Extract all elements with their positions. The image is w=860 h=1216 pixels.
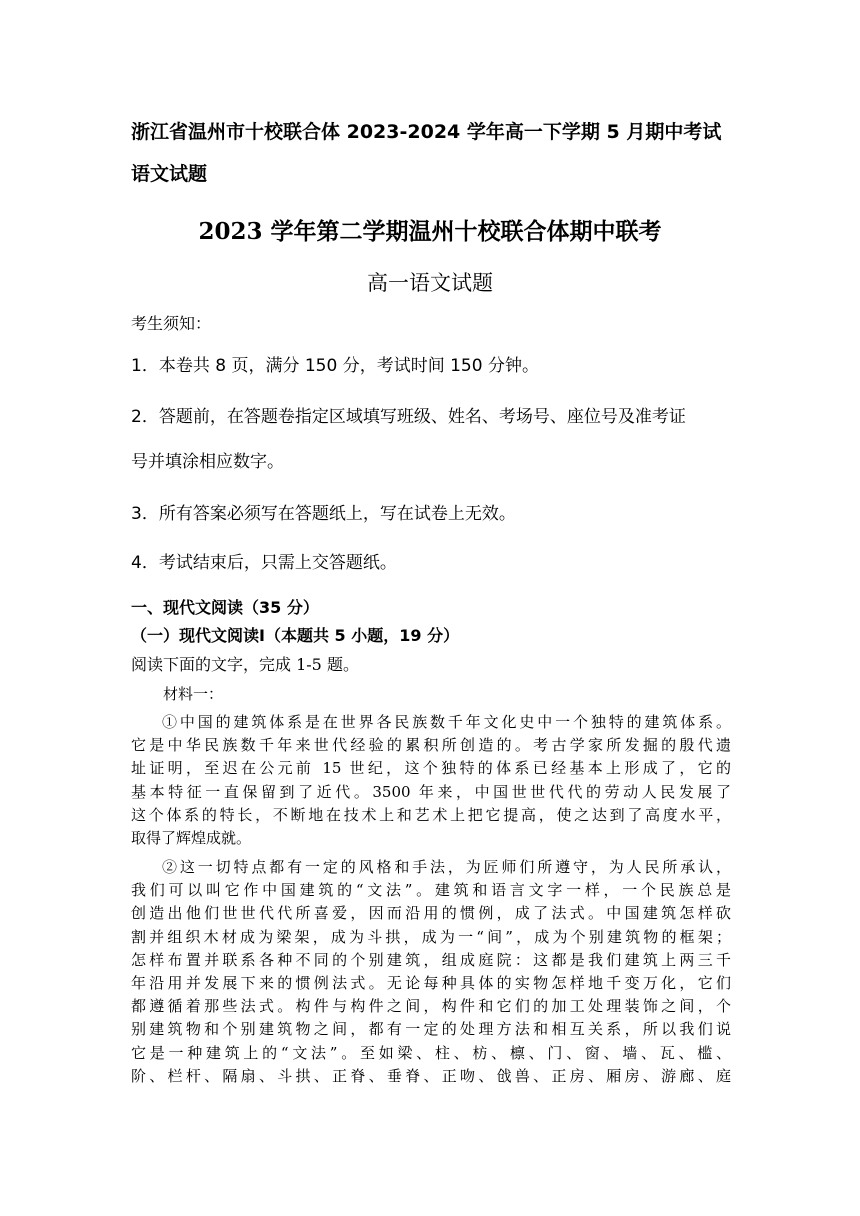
paragraph-line: 阶、栏杆、隔扇、斗拱、正脊、垂脊、正吻、戗兽、正房、厢房、游廊、庭 xyxy=(131,1066,731,1085)
paragraph-line: 这个体系的特长，不断地在技术上和艺术上把它提高，使之达到了高度水平， xyxy=(131,805,731,824)
exam-title: 2023 学年第二学期温州十校联合体期中联考 xyxy=(198,218,662,245)
paragraph-line: 都遵循着那些法式。构件与构件之间，构件和它们的加工处理装饰之间，个 xyxy=(131,997,731,1016)
paragraph-line: ①中国的建筑体系是在世界各民族数千年文化史中一个独特的建筑体系。 xyxy=(162,713,731,731)
paragraph-line: ②这一切特点都有一定的风格和手法，为匠师们所遵守，为人民所承认， xyxy=(162,858,731,876)
paragraph-line: 怎样布置并联系各种不同的个别建筑，组成庭院：这都是我们建筑上两三千 xyxy=(131,950,731,969)
material-label: 材料一： xyxy=(163,685,224,703)
part-heading: 一、现代文阅读（35 分） xyxy=(131,598,319,617)
paragraph-line: 我们可以叫它作中国建筑的“文法”。建筑和语言文字一样，一个民族总是 xyxy=(131,881,731,900)
sub-heading: （一）现代文阅读Ⅰ（本题共 5 小题，19 分） xyxy=(131,626,460,645)
paragraph-1 xyxy=(131,711,731,850)
notice-item: 3．所有答案必须写在答题纸上，写在试卷上无效。 xyxy=(131,504,516,524)
notice-item: 号并填涂相应数字。 xyxy=(131,452,284,472)
paragraph-line: 创造出他们世世代代所喜爱，因而沿用的惯例，成了法式。中国建筑怎样砍 xyxy=(131,904,731,923)
exam-subtitle: 高一语文试题 xyxy=(367,271,493,295)
source-title-line-1: 浙江省温州市十校联合体 2023-2024 学年高一下学期 5 月期中考试 xyxy=(131,121,722,143)
paragraph-line: 它是一种建筑上的“文法”。至如梁、柱、枋、檩、门、窗、墙、瓦、槛、 xyxy=(131,1043,731,1062)
paragraph-line: 址证明，至迟在公元前 15 世纪，这个独特的体系已经基本上形成了，它的 xyxy=(131,759,731,778)
paragraph-line: 年沿用并发展下来的惯例法式。无论每种具体的实物怎样地千变万化，它们 xyxy=(131,973,731,992)
source-title-line-2: 语文试题 xyxy=(131,163,208,185)
notice-item: 4．考试结束后，只需上交答题纸。 xyxy=(131,553,397,573)
paragraph-line: 基本特征一直保留到了近代。3500 年来，中国世世代代的劳动人民发展了 xyxy=(131,782,731,801)
paragraph-line: 别建筑物和个别建筑物之间，都有一定的处理方法和相互关系，所以我们说 xyxy=(131,1020,731,1039)
paragraph-2 xyxy=(131,856,731,1088)
notice-item: 1．本卷共 8 页，满分 150 分，考试时间 150 分钟。 xyxy=(131,356,539,376)
instruction: 阅读下面的文字，完成 1-5 题。 xyxy=(131,655,359,674)
paragraph-line: 取得了辉煌成就。 xyxy=(131,828,252,847)
notice-heading: 考生须知： xyxy=(131,314,212,333)
paragraph-line: 它是中华民族数千年来世代经验的累积所创造的。考古学家所发掘的殷代遗 xyxy=(131,736,731,755)
notice-item: 2．答题前，在答题卷指定区域填写班级、姓名、考场号、座位号及准考证 xyxy=(131,407,686,427)
paragraph-line: 割并组织木材成为梁架，成为斗拱，成为一“间”，成为个别建筑物的框架； xyxy=(131,927,731,946)
